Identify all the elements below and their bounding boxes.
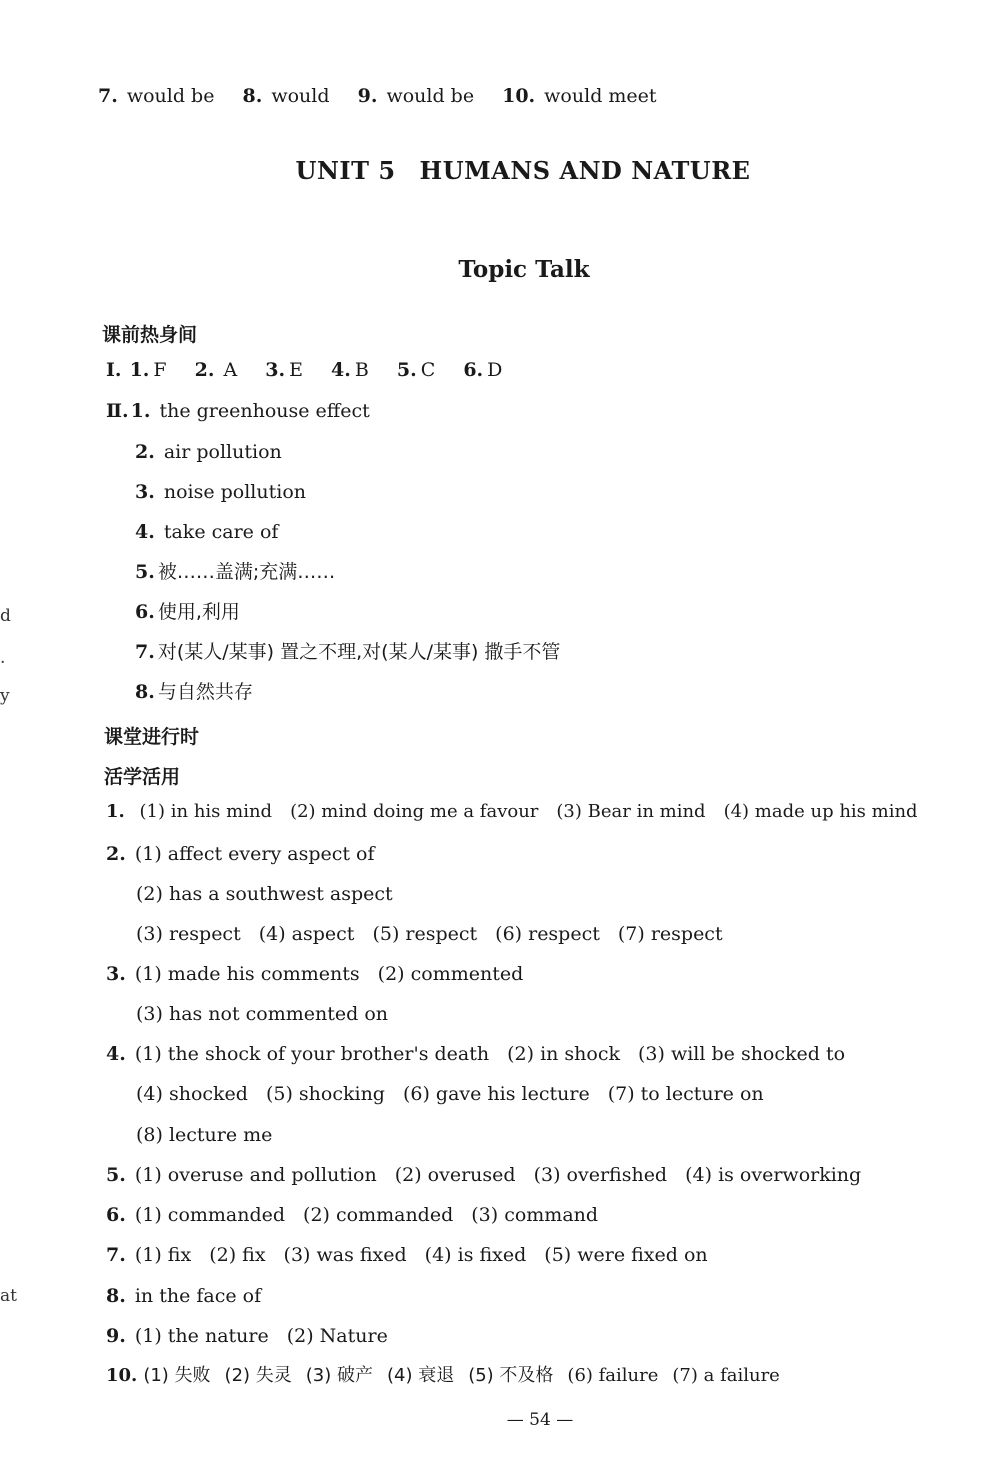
practice-item: 10. (1) 失败 (2) 失灵 (3) 破产 (4) 衰退 (5) 不及格 (6) failure (7) a failure bbox=[106, 1365, 780, 1386]
answer-item: 5. C bbox=[396, 359, 436, 381]
part-two-item: 6. 使用,利用 bbox=[135, 601, 240, 623]
section-heading-inclass: 课堂进行时 bbox=[104, 726, 200, 748]
answer-item: 10. would meet bbox=[502, 85, 657, 107]
practice-item: 3. (1) made his comments (2) commented bbox=[106, 963, 524, 985]
edge-mark: y bbox=[0, 686, 10, 706]
part-two-item: 4. take care of bbox=[135, 521, 279, 543]
topic-title: Topic Talk bbox=[458, 256, 590, 283]
answer-item: 4. B bbox=[331, 359, 369, 381]
practice-item: 7. (1) fix (2) fix (3) was fixed (4) is fixed (5) were fixed on bbox=[106, 1244, 708, 1266]
practice-item: 9. (1) the nature (2) Nature bbox=[106, 1325, 388, 1347]
practice-item-line: (3) respect (4) aspect (5) respect (6) respect (7) respect bbox=[136, 923, 723, 945]
answer-item: 7. would be bbox=[98, 85, 215, 107]
answer-item: 3. E bbox=[265, 359, 303, 381]
answer-item: 6. D bbox=[463, 359, 503, 381]
practice-item-line: (3) has not commented on bbox=[136, 1003, 389, 1025]
practice-item: 4. (1) the shock of your brother's death (2) in shock (3) will be shocked to bbox=[106, 1043, 846, 1065]
unit-title: UNIT 5 HUMANS AND NATURE bbox=[295, 156, 751, 185]
part-two-item: Ⅱ. 1. the greenhouse effect bbox=[106, 400, 370, 422]
practice-item: 5. (1) overuse and pollution (2) overused (3) overfished (4) is overworking bbox=[106, 1164, 862, 1186]
edge-mark: d bbox=[0, 606, 11, 626]
edge-mark: at bbox=[0, 1286, 17, 1306]
section-heading-practice: 活学活用 bbox=[104, 766, 181, 788]
answer-item: 9. would be bbox=[357, 85, 475, 107]
section-heading-warmup: 课前热身间 bbox=[102, 324, 198, 346]
page-number: — 54 — bbox=[506, 1410, 574, 1430]
answer-item: 8. would bbox=[242, 85, 330, 107]
practice-item: 8. in the face of bbox=[106, 1285, 262, 1307]
part-two-item: 7. 对(某人/某事) 置之不理,对(某人/某事) 撒手不管 bbox=[135, 641, 561, 663]
practice-item-line: (2) has a southwest aspect bbox=[136, 883, 393, 905]
part-two-item: 5. 被……盖满;充满…… bbox=[135, 561, 336, 583]
answer-item: 1. F bbox=[129, 359, 167, 381]
practice-item: 2. (1) affect every aspect of bbox=[106, 843, 375, 865]
practice-item-line: (8) lecture me bbox=[136, 1124, 273, 1146]
top-answer-line bbox=[98, 84, 679, 108]
practice-item: 6. (1) commanded (2) commanded (3) command bbox=[106, 1204, 599, 1226]
part-two-item: 3. noise pollution bbox=[135, 481, 307, 503]
practice-item: 1. (1) in his mind (2) mind doing me a favour (3) Bear in mind (4) made up his mind bbox=[106, 801, 918, 822]
part-one-answers: Ⅰ. 1. F 2. A 3. E 4. B 5. C 6. D bbox=[106, 358, 524, 382]
edge-mark: . bbox=[0, 648, 6, 668]
answer-item: 2. A bbox=[194, 359, 238, 381]
part-two-item: 2. air pollution bbox=[135, 441, 282, 463]
practice-item-line: (4) shocked (5) shocking (6) gave his lecture (7) to lecture on bbox=[136, 1083, 764, 1105]
part-two-item: 8. 与自然共存 bbox=[135, 681, 253, 703]
